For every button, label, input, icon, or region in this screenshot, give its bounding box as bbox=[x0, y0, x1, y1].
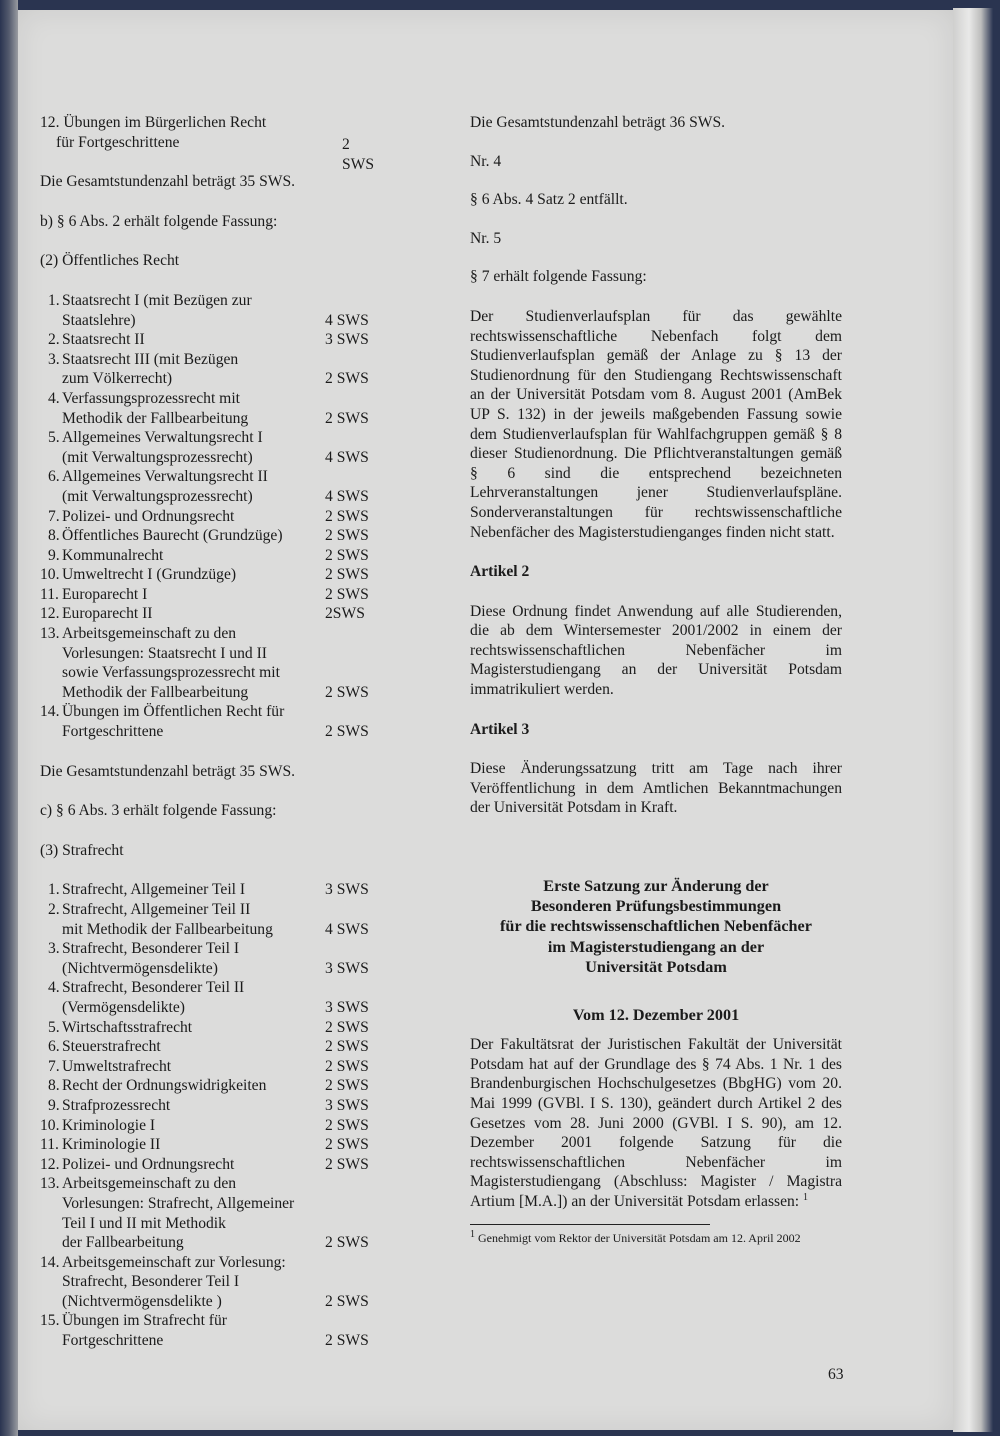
section-heading: (3) Strafrecht bbox=[40, 841, 124, 859]
item-text: Öffentliches Baurecht (Grundzüge) 2 SWS bbox=[62, 527, 369, 545]
item-text: Allgemeines Verwaltungsrecht II bbox=[62, 468, 268, 486]
sws-value: 4 SWS bbox=[325, 448, 369, 466]
list-item bbox=[40, 702, 380, 741]
item-number: 2. bbox=[48, 331, 60, 349]
item-text: Europarecht I 2 SWS bbox=[62, 585, 369, 603]
sws-value: 2 SWS bbox=[325, 527, 369, 545]
sws-value: 4 SWS bbox=[325, 920, 369, 938]
item-text: Wirtschaftsstrafrecht 2 SWS bbox=[62, 1018, 369, 1036]
sws-value: 2SWS bbox=[325, 605, 365, 623]
article-text: Diese Ordnung findet Anwendung auf alle Studierenden, die ab dem Wintersemester 2001/2002 in einem der rechtswissenschaftlichen Nebenfächer im Magisterstudiengang an der Universität Potsdam immatrikuliert werden. bbox=[470, 602, 842, 699]
list-item bbox=[40, 978, 380, 1017]
item-number: 12. bbox=[40, 1155, 60, 1173]
list-item bbox=[40, 1018, 380, 1038]
book-spine-shadow bbox=[0, 0, 18, 1436]
item-number: 2. bbox=[48, 901, 60, 918]
item-text: der Fallbearbeitung 2 SWS bbox=[62, 1234, 369, 1252]
sws-value: 2 SWS bbox=[342, 136, 375, 173]
list-item bbox=[40, 1037, 380, 1057]
list-item bbox=[40, 939, 380, 978]
sws-value: 2 SWS bbox=[325, 409, 369, 427]
sws-value: 2 SWS bbox=[325, 1116, 369, 1134]
study-plan-paragraph: Der Studienverlaufsplan für das gewählte rechtswissenschaftliche Nebenfach folgt dem Studienverlaufsplan gemäß der Anlage zu § 13 der Studienordnung für den Studiengang Rechtswissenschaft an der Universität Potsdam vom 8. August 2001 (AmBek UP S. 132) in der jeweils maßgebenden Fassung sowie dem Studienverlaufsplan für Wahlfachgruppen gemäß § 8 dieser Studienordnung. Die Pflichtveranstaltungen gemäß § 6 sind die entsprechend bezeichneten Lehrveranstaltungen jener Studienverlaufspläne. Sonderveranstaltungen für rechtswissenschaftliche Nebenfächer des Magisterstudienganges finden nicht statt. bbox=[470, 307, 842, 541]
preamble-text: Der Fakultätsrat der Juristischen Fakultät der Universität Potsdam hat auf der Grundlage des § 74 Abs. 1 Nr. 1 des Brandenburgischen Hochschulgesetzes (BbgHG) vom 20. Mai 1999 (GVBl. I S. 130), geändert durch Artikel 2 des Gesetzes vom 28. Juni 2000 (GVBl. I S. 90), am 12. Dezember 2001 folgende Satzung für die rechtswissenschaftlichen Nebenfächer im Magisterstudiengang (Abschluss: Magister / Magistra Artium [M.A.]) an der Universität Potsdam erlassen: bbox=[470, 1036, 842, 1210]
sws-value: 3 SWS bbox=[325, 1096, 369, 1114]
footnote-marker: 1 bbox=[803, 1191, 809, 1203]
list-item bbox=[40, 350, 380, 389]
sws-value: 3 SWS bbox=[325, 998, 369, 1016]
statute-date: Vom 12. Dezember 2001 bbox=[572, 1006, 740, 1025]
sws-value: 2 SWS bbox=[325, 1234, 369, 1252]
list-item bbox=[40, 604, 380, 624]
item-number: 9. bbox=[48, 546, 60, 564]
item-number: 11. bbox=[40, 1136, 59, 1154]
item-text: Verfassungsprozessrecht mit bbox=[62, 389, 240, 407]
list-item bbox=[40, 507, 380, 527]
footnote-text: Genehmigt vom Rektor der Universität Potsdam am 12. April 2002 bbox=[478, 1230, 801, 1245]
title-line: im Magisterstudiengang an der bbox=[547, 937, 765, 956]
sws-value: 2 SWS bbox=[325, 585, 369, 603]
item-text: Umweltstrafrecht 2 SWS bbox=[62, 1057, 369, 1075]
item-text: für Fortgeschrittene bbox=[56, 133, 180, 151]
list-item bbox=[40, 1096, 380, 1116]
item-text: (Nichtvermögensdelikte) 3 SWS bbox=[62, 959, 369, 977]
list-item bbox=[40, 1057, 380, 1077]
list-item bbox=[40, 900, 380, 939]
list-item bbox=[40, 330, 380, 350]
sws-value: 2 SWS bbox=[325, 723, 369, 741]
course-list-public-law bbox=[40, 291, 380, 742]
sws-value: 3 SWS bbox=[325, 881, 369, 899]
footnote bbox=[470, 1228, 842, 1246]
list-item bbox=[40, 585, 380, 605]
item-number: 13. bbox=[40, 1175, 60, 1193]
item-text: Kriminologie II 2 SWS bbox=[62, 1136, 369, 1154]
item-text: Vorlesungen: Strafrecht, Allgemeiner bbox=[62, 1194, 295, 1212]
amendment-text: § 6 Abs. 4 Satz 2 entfällt. bbox=[470, 191, 628, 209]
item-text: Strafrecht, Besonderer Teil I bbox=[62, 1273, 240, 1291]
sws-value: 2 SWS bbox=[325, 1136, 369, 1154]
title-line: Universität Potsdam bbox=[585, 957, 727, 976]
item-number: 12. bbox=[40, 605, 60, 623]
number-heading: Nr. 5 bbox=[470, 229, 502, 247]
total-hours-text: Die Gesamtstundenzahl beträgt 36 SWS. bbox=[470, 114, 726, 131]
item-text: Staatsrecht II 3 SWS bbox=[62, 331, 369, 349]
sws-value: 2 SWS bbox=[325, 1057, 369, 1075]
list-item bbox=[40, 1135, 380, 1155]
item-text: Polizei- und Ordnungsrecht 2 SWS bbox=[62, 507, 369, 525]
list-item bbox=[40, 565, 380, 585]
sws-value: 3 SWS bbox=[325, 959, 369, 977]
item-text: (Nichtvermögensdelikte ) 2 SWS bbox=[62, 1292, 369, 1310]
item-text: Teil I und II mit Methodik bbox=[62, 1214, 226, 1232]
number-heading: Nr. 4 bbox=[470, 152, 502, 170]
sws-value: 2 SWS bbox=[325, 1292, 369, 1310]
item-text: Polizei- und Ordnungsrecht 2 SWS bbox=[62, 1155, 369, 1173]
sws-value: 2 SWS bbox=[325, 1038, 369, 1056]
item-number: 5. bbox=[48, 1018, 60, 1036]
item-text: Staatsrecht III (mit Bezügen bbox=[62, 350, 239, 368]
title-line: Besonderen Prüfungsbestimmungen bbox=[530, 897, 782, 916]
list-item bbox=[40, 1174, 380, 1252]
item-text: Strafrecht, Allgemeiner Teil I 3 SWS bbox=[62, 881, 369, 899]
item-text: Kriminologie I 2 SWS bbox=[62, 1116, 369, 1134]
list-item bbox=[40, 291, 380, 330]
item-text: 12. Übungen im Bürgerlichen Recht bbox=[40, 114, 267, 131]
list-item bbox=[40, 1155, 380, 1175]
item-text: Staatsrecht I (mit Bezügen zur bbox=[62, 291, 252, 309]
item-text: zum Völkerrecht) 2 SWS bbox=[62, 370, 369, 388]
item-number: 3. bbox=[48, 940, 60, 958]
sws-value: 2 SWS bbox=[325, 546, 369, 564]
item-number: 13. bbox=[40, 625, 60, 643]
footnote-number: 1 bbox=[470, 1228, 475, 1240]
item-text: Strafrecht, Allgemeiner Teil II bbox=[62, 901, 251, 918]
item-number: 8. bbox=[48, 527, 60, 545]
page-stack-edge bbox=[953, 8, 993, 1432]
footnote-rule bbox=[470, 1224, 710, 1225]
sws-value: 2 SWS bbox=[325, 1155, 369, 1173]
item-text: Strafrecht, Besonderer Teil II bbox=[62, 979, 245, 997]
article-heading: Artikel 3 bbox=[470, 720, 530, 738]
sws-value: 2 SWS bbox=[325, 1077, 369, 1095]
item-text: (Vermögensdelikte) 3 SWS bbox=[62, 998, 369, 1016]
list-item bbox=[40, 1311, 380, 1350]
sws-value: 2 SWS bbox=[325, 683, 369, 701]
item-text: Allgemeines Verwaltungsrecht I bbox=[62, 429, 263, 447]
sws-value: 2 SWS bbox=[325, 1018, 369, 1036]
item-text: Europarecht II 2SWS bbox=[62, 605, 365, 623]
item-number: 9. bbox=[48, 1096, 60, 1114]
item-number: 4. bbox=[48, 979, 60, 997]
item-number: 1. bbox=[48, 881, 60, 899]
course-list-criminal-law bbox=[40, 880, 380, 1350]
left-column bbox=[40, 113, 380, 1351]
right-column bbox=[470, 113, 842, 1246]
item-number: 7. bbox=[48, 1057, 60, 1075]
sws-value: 2 SWS bbox=[325, 566, 369, 584]
item-number: 8. bbox=[48, 1077, 60, 1095]
item-text: (mit Verwaltungsprozessrecht) 4 SWS bbox=[62, 448, 369, 466]
item-text: Kommunalrecht 2 SWS bbox=[62, 546, 369, 564]
item-text: Strafprozessrecht 3 SWS bbox=[62, 1096, 369, 1114]
list-item bbox=[40, 428, 380, 467]
item-text: Vorlesungen: Staatsrecht I und II bbox=[62, 644, 267, 662]
item-number: 14. bbox=[40, 1253, 60, 1271]
item-text: (mit Verwaltungsprozessrecht) 4 SWS bbox=[62, 487, 369, 505]
item-number: 10. bbox=[40, 566, 60, 584]
item-text: Übungen im Strafrecht für bbox=[62, 1312, 227, 1330]
item-text: sowie Verfassungsprozessrecht mit bbox=[62, 664, 280, 682]
item-number: 3. bbox=[48, 350, 60, 368]
item-text: Arbeitsgemeinschaft zur Vorlesung: bbox=[62, 1253, 286, 1271]
total-hours-text: Die Gesamtstundenzahl beträgt 35 SWS. bbox=[40, 173, 296, 191]
page-number: 63 bbox=[828, 1366, 844, 1383]
item-text: Recht der Ordnungswidrigkeiten 2 SWS bbox=[62, 1077, 369, 1095]
title-line: Erste Satzung zur Änderung der bbox=[543, 877, 769, 896]
sws-value: 2 SWS bbox=[325, 1332, 369, 1350]
item-text: Umweltrecht I (Grundzüge) 2 SWS bbox=[62, 566, 369, 584]
section-heading: (2) Öffentliches Recht bbox=[40, 252, 180, 270]
item-text: Methodik der Fallbearbeitung 2 SWS bbox=[62, 683, 369, 701]
item-text: Arbeitsgemeinschaft zu den bbox=[62, 625, 237, 643]
item-text: Staatslehre) 4 SWS bbox=[62, 311, 369, 329]
item-number: 7. bbox=[48, 507, 60, 525]
amendment-intro: c) § 6 Abs. 3 erhält folgende Fassung: bbox=[40, 802, 277, 820]
amendment-text: § 7 erhält folgende Fassung: bbox=[470, 268, 647, 286]
item-text: mit Methodik der Fallbearbeitung 4 SWS bbox=[62, 920, 369, 938]
sws-value: 2 SWS bbox=[325, 370, 369, 388]
list-item bbox=[40, 389, 380, 428]
title-line: für die rechtswissenschaftlichen Nebenfächer bbox=[500, 917, 812, 936]
item-number: 14. bbox=[40, 703, 60, 721]
list-item bbox=[40, 113, 380, 173]
preamble-paragraph bbox=[470, 1035, 842, 1211]
item-text: Arbeitsgemeinschaft zu den bbox=[62, 1175, 237, 1193]
item-number: 15. bbox=[40, 1312, 60, 1330]
item-number: 1. bbox=[48, 291, 60, 309]
list-item bbox=[40, 546, 380, 566]
sws-value: 4 SWS bbox=[325, 311, 369, 329]
list-item bbox=[40, 467, 380, 506]
statute-title bbox=[470, 876, 842, 977]
item-number: 4. bbox=[48, 389, 60, 407]
article-heading: Artikel 2 bbox=[470, 563, 530, 581]
item-text: Übungen im Öffentlichen Recht für bbox=[62, 703, 285, 721]
sws-value: 3 SWS bbox=[325, 331, 369, 349]
list-item bbox=[40, 1116, 380, 1136]
list-item bbox=[40, 526, 380, 546]
item-number: 5. bbox=[48, 429, 60, 447]
sws-value: 2 SWS bbox=[325, 507, 369, 525]
item-number: 11. bbox=[40, 585, 59, 603]
item-number: 6. bbox=[48, 468, 60, 486]
item-text: Fortgeschrittene 2 SWS bbox=[62, 1332, 369, 1350]
total-hours-text: Die Gesamtstundenzahl beträgt 35 SWS. bbox=[40, 762, 296, 780]
item-number: 10. bbox=[40, 1116, 60, 1134]
list-item bbox=[40, 1253, 380, 1312]
list-item bbox=[40, 624, 380, 702]
item-text: Steuerstrafrecht 2 SWS bbox=[62, 1038, 369, 1056]
list-item bbox=[40, 1076, 380, 1096]
item-text: Methodik der Fallbearbeitung 2 SWS bbox=[62, 409, 369, 427]
article-text: Diese Änderungssatzung tritt am Tage nach ihrer Veröffentlichung in dem Amtlichen Bekanntmachungen der Universität Potsdam in Kraft. bbox=[470, 760, 842, 817]
list-item bbox=[40, 880, 380, 900]
item-number: 6. bbox=[48, 1038, 60, 1056]
item-text: Fortgeschrittene 2 SWS bbox=[62, 723, 369, 741]
sws-value: 4 SWS bbox=[325, 487, 369, 505]
item-text: Strafrecht, Besonderer Teil I bbox=[62, 940, 240, 958]
amendment-intro: b) § 6 Abs. 2 erhält folgende Fassung: bbox=[40, 212, 278, 230]
